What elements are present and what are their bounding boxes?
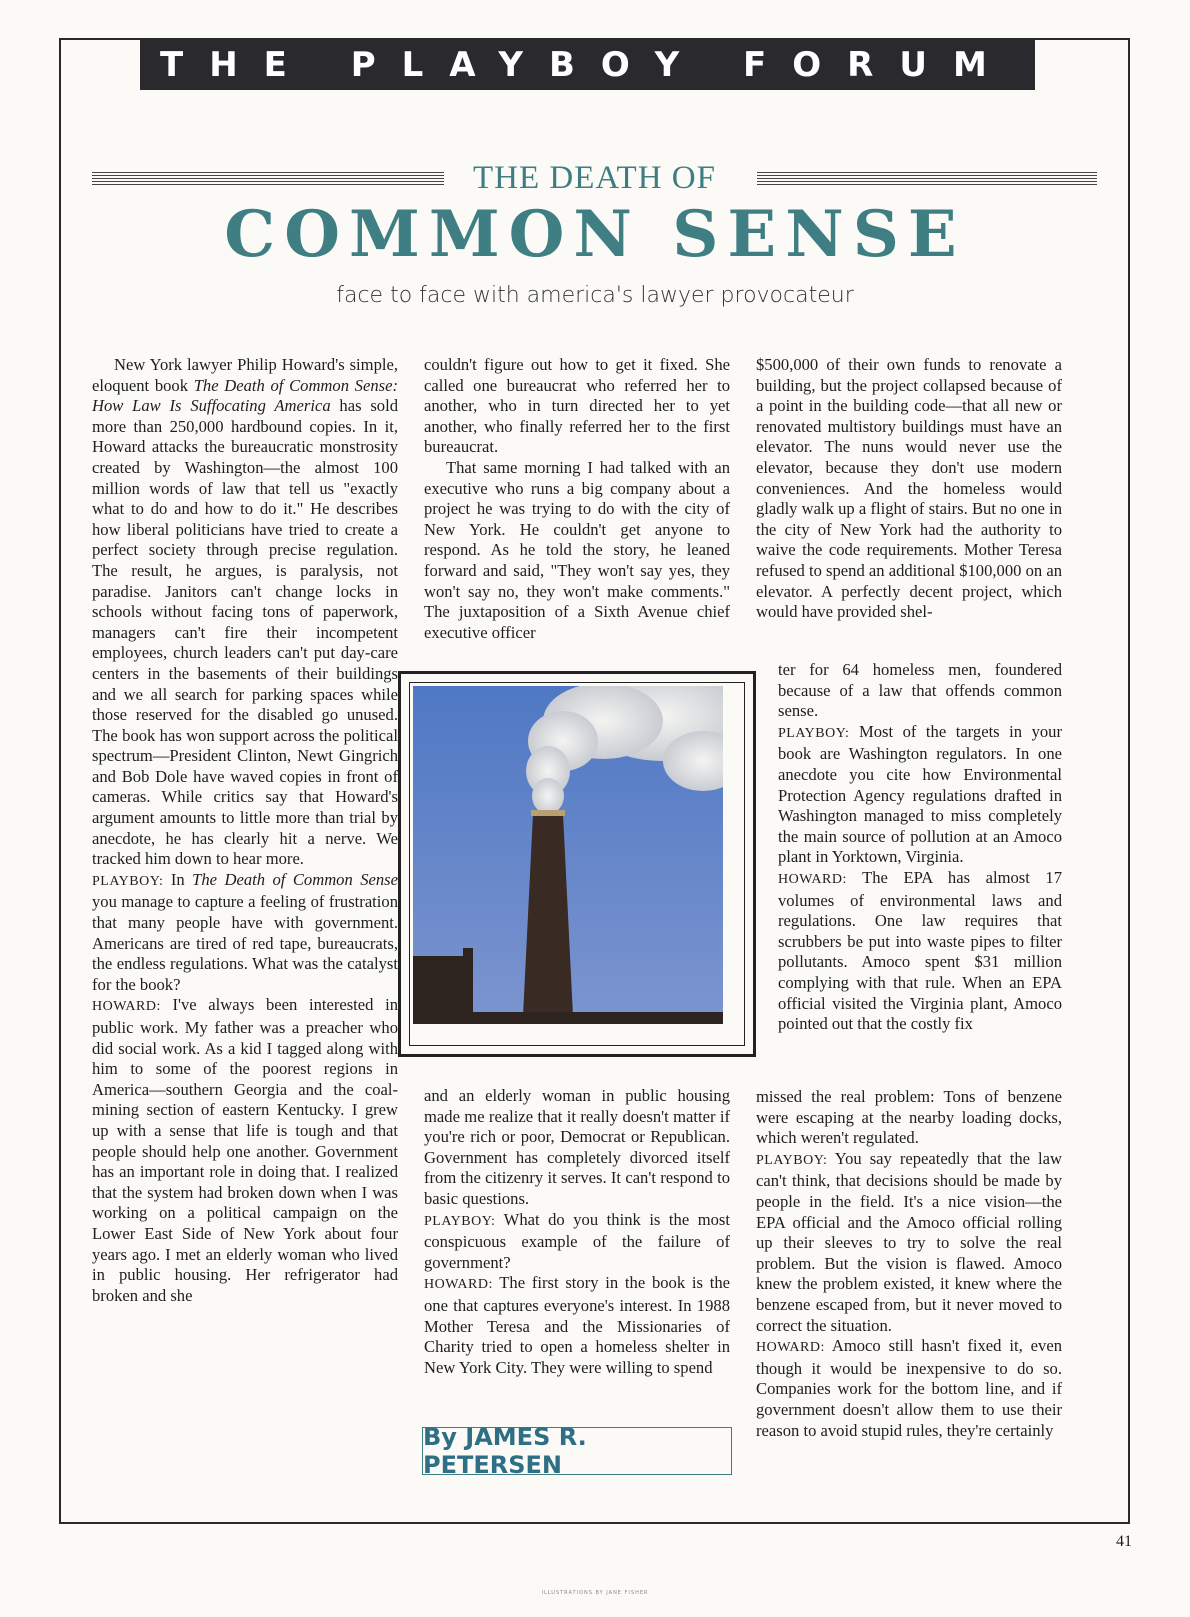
question-3: PLAYBOY: Most of the targets in your book are Washington regulators. In one anecdote you cite how Environmental Protection Agency regulations drafted in Washington managed to miss completely the main source of pollution at an Amoco plant in Yorktown, Virginia.: [778, 721, 1062, 867]
question-4: PLAYBOY: You say repeatedly that the law can't think, that decisions should be made by people in the field. It's a nice vision—the EPA official and the Amoco official rolling up their sleeves to try to solve the real problem. But the vision is flawed. Amoco knew the problem existed, it knew where the benzene escaped from, but it never moved to correct the situation.: [756, 1148, 1062, 1335]
paragraph: missed the real problem: Tons of benzene were escaping at the nearby loading docks, which weren't regulated.: [756, 1087, 1062, 1148]
question-1: PLAYBOY: In The Death of Common Sense you manage to capture a feeling of frustration that many people have with government. Americans are tired of red tape, bureaucrats, the endless regulations. What was the catalyst for the book?: [92, 869, 398, 994]
paragraph: $500,000 of their own funds to renovate a building, but the project collapsed because of a point in the building code—that all new or renovated multistory buildings must have an elevator. The nuns would never use the elevator, because they don't use modern conveniences. And the homeless would gladly walk up a flight of stairs. But no one in the city of New York had the authority to waive the code requirements. Mother Teresa refused to spend an additional $100,000 on an elevator. A perfectly decent project, which would have provided shel-: [756, 355, 1062, 622]
book-title: The Death of Common Sense: [192, 869, 398, 889]
smokestack-svg: [413, 686, 723, 1024]
page-number: 41: [1116, 1533, 1132, 1550]
answer-2: HOWARD: The first story in the book is the one that captures everyone's interest. In 1988 Mother Teresa and the Missionaries of Charity tried to open a homeless shelter in New York City. They were willing to spend: [424, 1273, 730, 1377]
column-2-top: [424, 355, 730, 643]
speaker-label: HOWARD:: [756, 1340, 825, 1356]
byline: By JAMES R. PETERSEN: [422, 1427, 732, 1475]
column-1: [92, 355, 398, 1306]
paragraph: That same morning I had talked with an executive who runs a big company about a project he was trying to do with the city of New York. He couldn't get anyone to respond. As he told the story, he leaned forward and said, "They won't say yes, they won't say no, they won't make comments." The juxtaposition of a Sixth Avenue chief executive officer: [424, 457, 730, 642]
speaker-label: HOWARD:: [424, 1277, 493, 1293]
intro-paragraph: New York lawyer Philip Howard's simple, eloquent book The Death of Common Sense: How Law Is Suffocating America has sold more than 250,000 hardbound copies. In it, Howard attacks the bureaucratic monstrosity created by Washington—the almost 100 million words of law that tell us "exactly what to do and how to do it." He describes how liberal politicians have tried to create a perfect society through precise regulation. The result, he argues, is paralysis, not paradise. Janitors can't change locks in schools without facing tons of paperwork, managers can't fire their incompetent employees, church leaders can't put day-care centers in the basements of their buildings and we all search for parking spaces while those reserved for the disabled go unused. The book has won support across the political spectrum—President Clinton, Newt Gingrich and Bob Dole have waved copies in front of cameras. While critics say that Howard's argument amounts to little more than trial by anecdote, he has clearly hit a nerve. We tracked him down to hear more.: [92, 355, 398, 869]
paragraph: and an elderly woman in public housing made me realize that it really doesn't matter if you're rich or poor, Democrat or Republican. Government has completely divorced itself from the citizenry it serves. It can't respond to basic questions.: [424, 1086, 730, 1208]
answer-1: HOWARD: I've always been interested in public work. My father was a preacher who did social work. As a kid I tagged along with him to some of the poorest regions in America—southern Georgia and the coal-mining section of eastern Kentucky. I grew up with a sense that life is tough and that people should help one another. Government has an important role in doing that. I realized that the system had broken down when I was working on a political campaign on the Lower East Side of New York about four years ago. I met an elderly woman who lived in public housing. Her refrigerator had broken and she: [92, 995, 398, 1305]
column-3-bottom: [756, 1087, 1062, 1441]
paragraph: couldn't figure out how to get it fixed. She called one bureaucrat who referred her to another, who in turn directed her to yet another, who finally referred her to the first bureaucrat.: [424, 355, 730, 457]
paragraph: ter for 64 homeless men, foundered because of a law that offends common sense.: [778, 660, 1062, 721]
column-3-top: [756, 355, 1062, 623]
answer-4: HOWARD: Amoco still hasn't fixed it, even though it would be inexpensive to do so. Companies work for the bottom line, and if government doesn't allow them to use their reason to avoid stupid rules, they're certainly: [756, 1336, 1062, 1440]
column-2-bottom: [424, 1086, 730, 1378]
kicker-row: [92, 160, 1097, 200]
speaker-label: PLAYBOY:: [424, 1213, 496, 1229]
smokestack-photo: [413, 686, 741, 1042]
section-banner: THE PLAYBOY FORUM: [140, 40, 1035, 90]
speaker-label: PLAYBOY:: [778, 725, 850, 741]
answer-3: HOWARD: The EPA has almost 17 volumes of environmental laws and regulations. One law requires that scrubbers be put into waste pipes to filter pollutants. Amoco spent $31 million complying with that rule. When an EPA official visited the Virginia plant, Amoco pointed out that the costly fix: [778, 867, 1062, 1034]
book-title: The Death of Common Sense: How Law Is Suffocating America: [92, 375, 398, 416]
dek: face to face with america's lawyer provocateur: [336, 283, 854, 308]
smokestack-illustration: [398, 671, 756, 1057]
speaker-label: PLAYBOY:: [756, 1152, 828, 1168]
question-2: PLAYBOY: What do you think is the most conspicuous example of the failure of government?: [424, 1209, 730, 1272]
headline-kicker: THE DEATH OF: [473, 160, 716, 196]
headline: COMMON SENSE: [224, 197, 966, 272]
column-3-wrap: [778, 660, 1062, 1035]
speaker-label: HOWARD:: [92, 999, 161, 1015]
speaker-label: PLAYBOY:: [92, 873, 164, 889]
speaker-label: HOWARD:: [778, 871, 847, 887]
illustration-credit: ILLUSTRATIONS BY JANE FISHER: [541, 1590, 649, 1596]
